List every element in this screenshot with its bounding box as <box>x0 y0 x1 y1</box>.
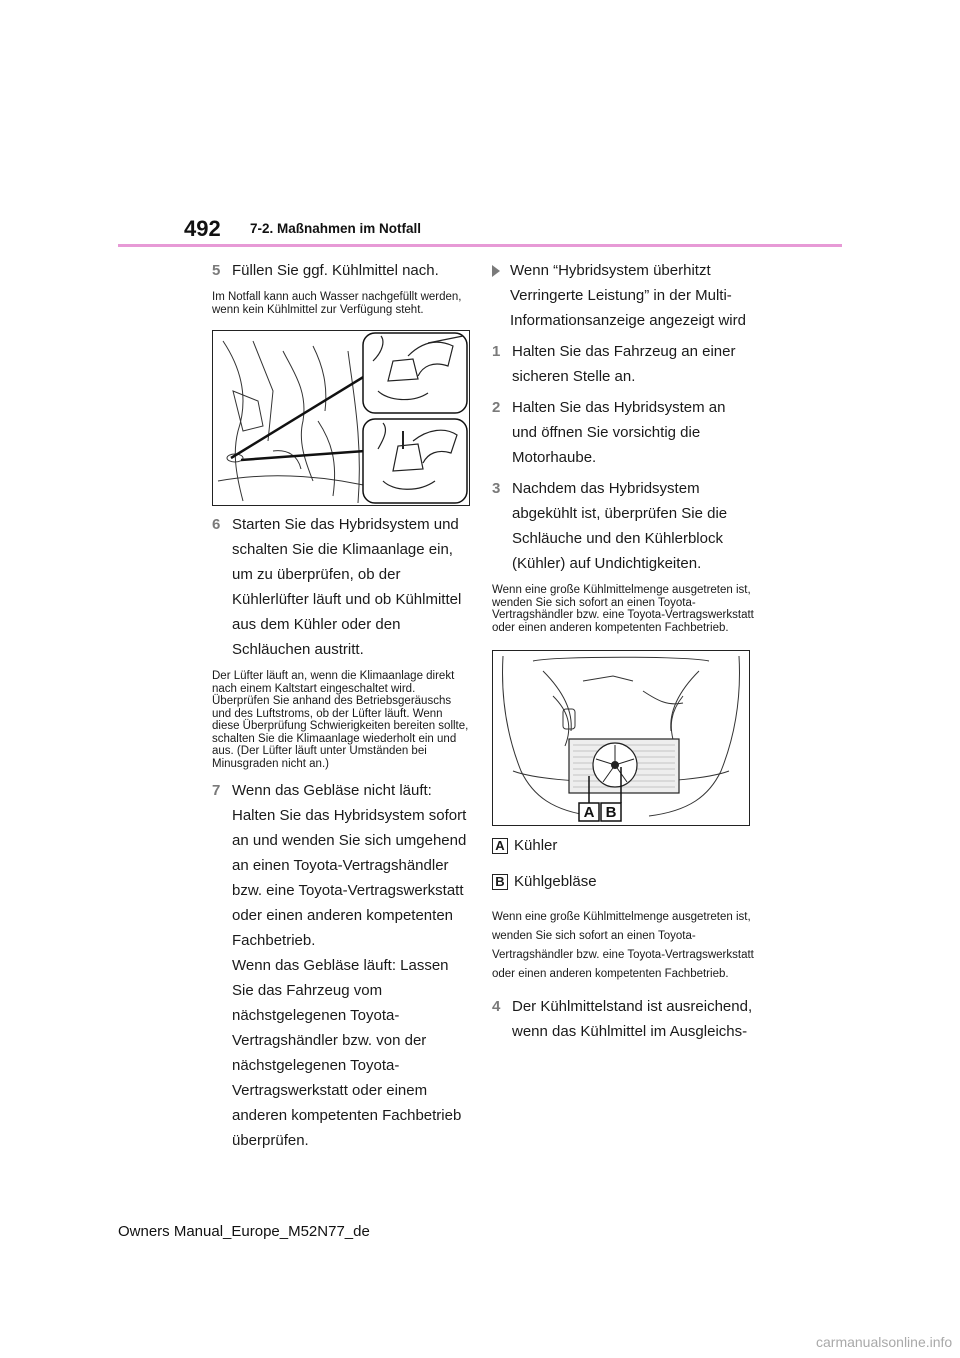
condition-text: Wenn “Hybridsystem überhitzt Verringerte Leistung” in der Multi-Informationsanzeige angezeigt wird <box>510 262 746 329</box>
step-6 <box>212 512 472 662</box>
step-text-b: Wenn das Gebläse läuft: Lassen Sie das Fahrzeug vom nächstgelegenen Toyota-Vertragshändler bzw. von der nächstgelegenen Toyota-Vertragswerkstatt oder einem anderen kompetenten Fachbetrieb überprüfen. <box>232 957 462 1149</box>
figure-radiator <box>492 650 750 826</box>
radiator-illustration <box>493 651 749 825</box>
step-3 <box>492 476 754 576</box>
step-text: Starten Sie das Hybridsystem und schalten Sie die Klimaanlage ein, um zu überprüfen, ob der Kühlerlüfter läuft und ob Kühlmittel aus dem Kühler oder den Schläuchen austritt. <box>232 516 462 658</box>
legend-text: Kühlgebläse <box>514 873 597 890</box>
step-text: Füllen Sie ggf. Kühlmittel nach. <box>232 262 439 279</box>
step-text: Halten Sie das Hybridsystem an und öffnen Sie vorsichtig die Motorhaube. <box>512 399 726 466</box>
label-a: A <box>583 804 595 821</box>
engine-bay-fill-illustration <box>213 331 469 505</box>
step-5 <box>212 258 472 283</box>
step-text: Der Kühlmittelstand ist ausreichend, wenn das Kühlmittel im Ausgleichs- <box>512 998 753 1040</box>
step-2 <box>492 395 754 470</box>
step-number: 4 <box>492 998 501 1015</box>
header-rule <box>118 244 842 247</box>
note-fan: Der Lüfter läuft an, wenn die Klimaanlage direkt nach einem Kaltstart eingeschaltet wird. Überprüfen Sie anhand des Betriebsgeräuschs und des Luftstroms, ob der Lüfter läuft. Wenn diese Überprüfung Schwierigkeiten bereiten sollte, schalten Sie die Klimaanlage wiederholt ein und aus. (Der Lüfter läuft unter Umständen bei Minusgraden nicht an.) <box>212 670 469 770</box>
step-number: 5 <box>212 262 221 279</box>
step-number: 1 <box>492 343 501 360</box>
section-title: 7-2. Maßnahmen im Notfall <box>250 221 422 236</box>
step-4 <box>492 994 754 1044</box>
legend-a <box>492 836 754 856</box>
label-b: B <box>605 804 617 821</box>
watermark: carmanualsonline.info <box>816 1334 953 1350</box>
figure-coolant-fill <box>212 330 470 506</box>
step-text-a: Wenn das Gebläse nicht läuft: Halten Sie das Hybridsystem sofort an und wenden Sie sich umgehend an einen Toyota-Vertragshändler bzw. eine Toyota-Vertragswerkstatt oder einen anderen kompetenten Fachbetrieb. <box>232 782 467 949</box>
footer-manual-id: Owners Manual_Europe_M52N77_de <box>118 1223 370 1240</box>
step-7 <box>212 778 472 1153</box>
legend-b <box>492 872 754 892</box>
step-text: Nachdem das Hybridsystem abgekühlt ist, überprüfen Sie die Schläuche und den Kühlerblock (Kühler) auf Undichtigkeiten. <box>512 480 728 572</box>
note-leak: Wenn eine große Kühlmittelmenge ausgetreten ist, wenden Sie sich sofort an einen Toyota-Vertragshändler bzw. eine Toyota-Vertragswerkstatt oder einen anderen kompetenten Fachbetrieb. <box>492 584 754 634</box>
legend-letter: B <box>492 874 508 890</box>
left-column <box>212 258 472 1153</box>
legend-letter: A <box>492 838 508 854</box>
condition-heading <box>492 258 754 333</box>
step-number: 2 <box>492 399 501 416</box>
note-leak-repeat: Wenn eine große Kühlmittelmenge ausgetreten ist, wenden Sie sich sofort an einen Toyota-Vertragshändler bzw. eine Toyota-Vertragswerkstatt oder einen anderen kompetenten Fachbetrieb. <box>492 911 754 980</box>
step-1 <box>492 339 754 389</box>
note-water: Im Notfall kann auch Wasser nachgefüllt werden, wenn kein Kühlmittel zur Verfügung steht. <box>212 291 462 316</box>
step-number: 6 <box>212 516 221 533</box>
triangle-bullet-icon <box>492 265 500 277</box>
right-column <box>492 258 754 1044</box>
step-number: 3 <box>492 480 501 497</box>
legend-text: Kühler <box>514 837 558 854</box>
page-number: 492 <box>184 216 221 241</box>
step-number: 7 <box>212 782 221 799</box>
step-text: Halten Sie das Fahrzeug an einer sicheren Stelle an. <box>512 343 736 385</box>
